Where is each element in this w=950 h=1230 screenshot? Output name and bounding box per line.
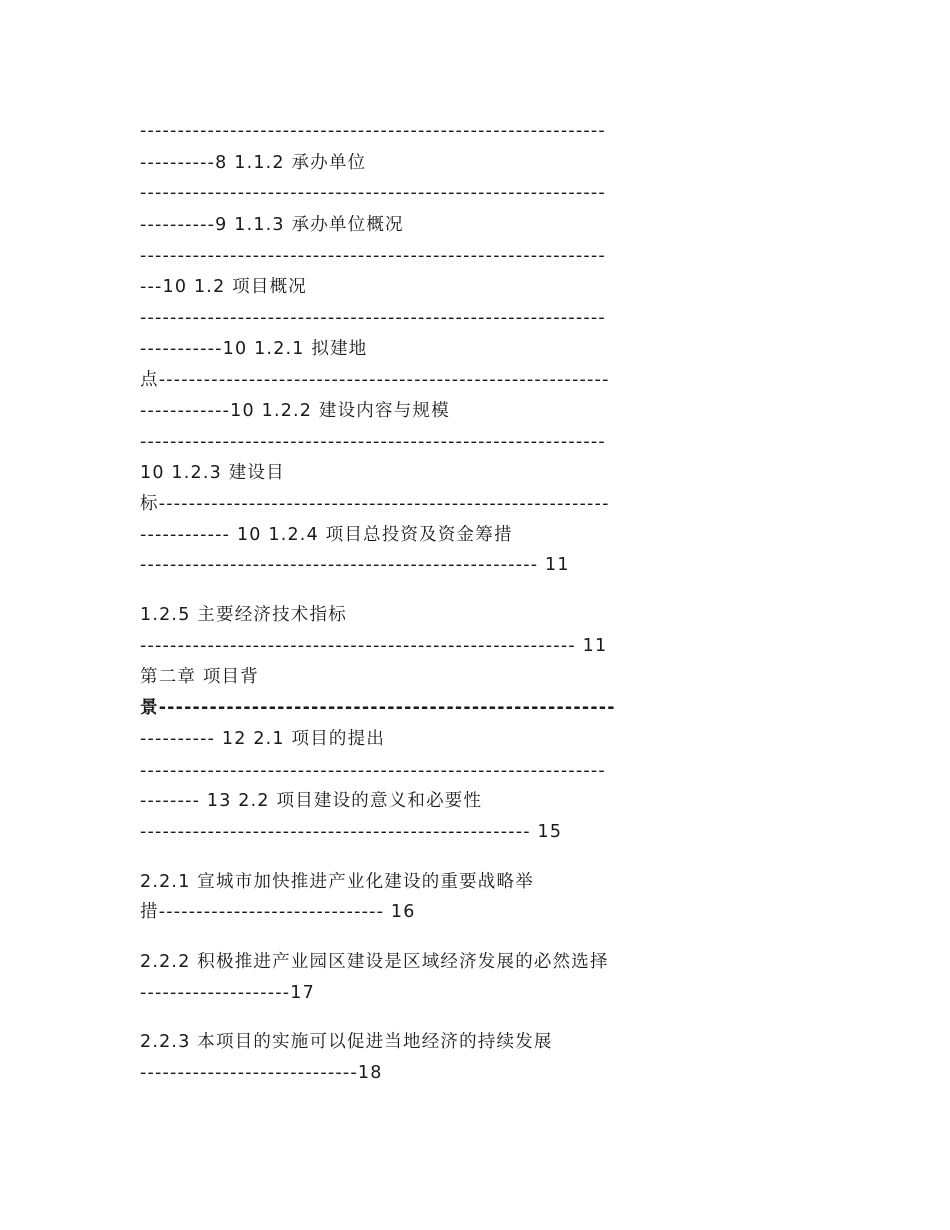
toc-line: -------------------------------------------------------------- <box>140 308 606 328</box>
toc-line: ---------------------------------------------------- 15 <box>140 822 563 842</box>
toc-line: ---------- 12 2.1 项目的提出 <box>140 729 386 749</box>
toc-line: -------------------------------------------------------------- <box>140 183 606 203</box>
toc-line: 10 1.2.3 建设目 <box>140 463 285 483</box>
toc-line: ---------------------------------------------------------- 11 <box>140 636 608 656</box>
toc-chapter-line: 景------------------------------------------------------ <box>140 698 616 718</box>
toc-line: -------------------------------------------------------------- <box>140 121 606 141</box>
toc-line: 2.2.2 积极推进产业园区建设是区域经济发展的必然选择 <box>140 952 609 972</box>
toc-line: 点------------------------------------------------------------ <box>140 370 610 390</box>
toc-chapter-line: 第二章 项目背 <box>140 667 259 687</box>
toc-line: 标------------------------------------------------------------ <box>140 494 610 514</box>
toc-line: -------------------------------------------------------------- <box>140 761 606 781</box>
toc-line: ----------8 1.1.2 承办单位 <box>140 153 367 173</box>
toc-line: -----------10 1.2.1 拟建地 <box>140 339 368 359</box>
toc-line: 1.2.5 主要经济技术指标 <box>140 605 347 625</box>
toc-line: ------------ 10 1.2.4 项目总投资及资金筹措 <box>140 525 513 545</box>
toc-line: -------------------------------------------------------------- <box>140 432 606 452</box>
toc-line: 2.2.3 本项目的实施可以促进当地经济的持续发展 <box>140 1032 553 1052</box>
toc-line: ------------10 1.2.2 建设内容与规模 <box>140 401 450 421</box>
toc-line: -----------------------------18 <box>140 1063 383 1083</box>
toc-line: ----------9 1.1.3 承办单位概况 <box>140 215 404 235</box>
toc-line: 2.2.1 宣城市加快推进产业化建设的重要战略举 <box>140 872 534 892</box>
toc-line: -------- 13 2.2 项目建设的意义和必要性 <box>140 791 483 811</box>
toc-line: 措------------------------------ 16 <box>140 902 416 922</box>
toc-line: -------------------------------------------------------------- <box>140 246 606 266</box>
toc-line: --------------------17 <box>140 983 315 1003</box>
toc-line: ----------------------------------------------------- 11 <box>140 555 570 575</box>
toc-line: ---10 1.2 项目概况 <box>140 277 307 297</box>
